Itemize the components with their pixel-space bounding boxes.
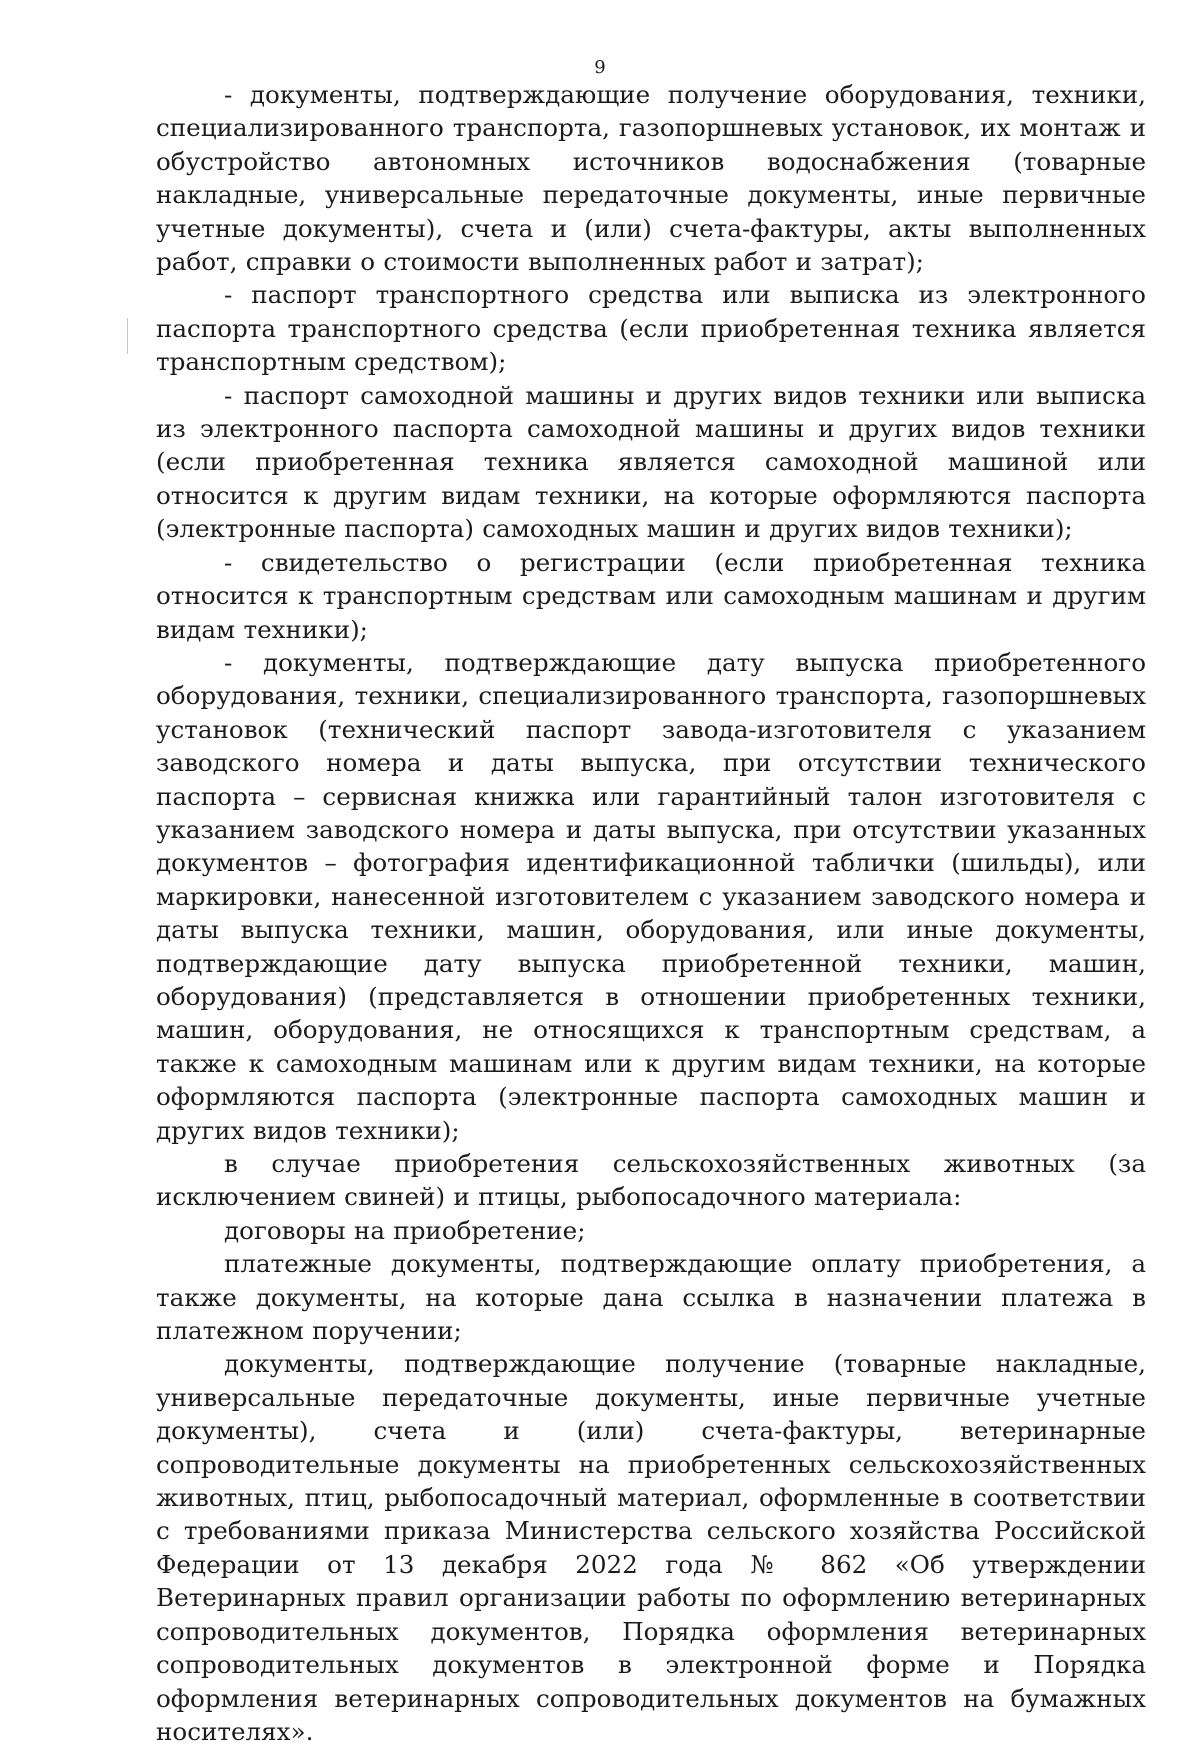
paragraph-receipt-documents: - документы, подтверждающие получение оборудования, техники, специализированного транспорта, газопоршневых установок, их монтаж и обустройство автономных источников водоснабжения (товарные накладные, универсальные передаточные документы, иные первичные учетные документы), счета и (или) счета-фактуры, акты выполненных работ, справки о стоимости выполненных работ и затрат); [156, 80, 1146, 277]
paragraph-purchase-contracts: договоры на приобретение; [224, 1215, 586, 1245]
paragraph-self-propelled-passport: - паспорт самоходной машины и других видов техники или выписка из электронного паспорта самоходной машины и других видов техники (если приобретенная техника является самоходной машиной или относится к другим видам техники, на которые оформляются паспорта (электронные паспорта) самоходных машин и других видов техники); [156, 380, 1146, 544]
paragraph-payment-documents: платежные документы, подтверждающие оплату приобретения, а также документы, на которые дана ссылка в назначении платежа в платежном поручении; [156, 1249, 1146, 1346]
paragraph-vehicle-passport: - паспорт транспортного средства или выписка из электронного паспорта транспортного средства (если приобретенная техника является транспортным средством); [156, 280, 1146, 377]
paragraph-release-date-documents: - документы, подтверждающие дату выпуска приобретенного оборудования, техники, специализированного транспорта, газопоршневых установок (технический паспорт завода-изготовителя с указанием заводского номера и даты выпуска, при отсутствии технического паспорта – сервисная книжка или гарантийный талон изготовителя с указанием заводского номера и даты выпуска, при отсутствии указанных документов – фотография идентификационной таблички (шильды), или маркировки, нанесенной изготовителем с указанием заводского номера и даты выпуска техники, машин, оборудования, или иные документы, подтверждающие дату выпуска приобретенной техники, машин, оборудования) (представляется в отношении приобретенных техники, машин, оборудования, не относящихся к транспортным средствам, а также к самоходным машинам или к другим видам техники, на которые оформляются паспорта (электронные паспорта самоходных машин и других видов техники); [156, 647, 1146, 1145]
document-body [156, 78, 1146, 1748]
paragraph-veterinary-documents: документы, подтверждающие получение (товарные накладные, универсальные передаточные документы, иные первичные учетные документы), счета и (или) счета-фактуры, ветеринарные сопроводительные документы на приобретенных сельскохозяйственных животных, птиц, рыбопосадочный материал, оформленные в соответствии с требованиями приказа Министерства сельского хозяйства Российской Федерации от 13 декабря 2022 года № 862 «Об утверждении Ветеринарных правил организации работы по оформлению ветеринарных сопроводительных документов, Порядка оформления ветеринарных сопроводительных документов в электронной форме и Порядка оформления ветеринарных сопроводительных документов на бумажных носителях». [156, 1349, 1146, 1746]
page-number: 9 [594, 57, 606, 78]
scan-margin-mark [127, 318, 128, 354]
paragraph-animals-purchase-case: в случае приобретения сельскохозяйственных животных (за исключением свиней) и птицы, рыбопосадочного материала: [156, 1149, 1146, 1212]
paragraph-registration-certificate: - свидетельство о регистрации (если приобретенная техника относится к транспортным средствам или самоходным машинам и другим видам техники); [156, 547, 1146, 644]
